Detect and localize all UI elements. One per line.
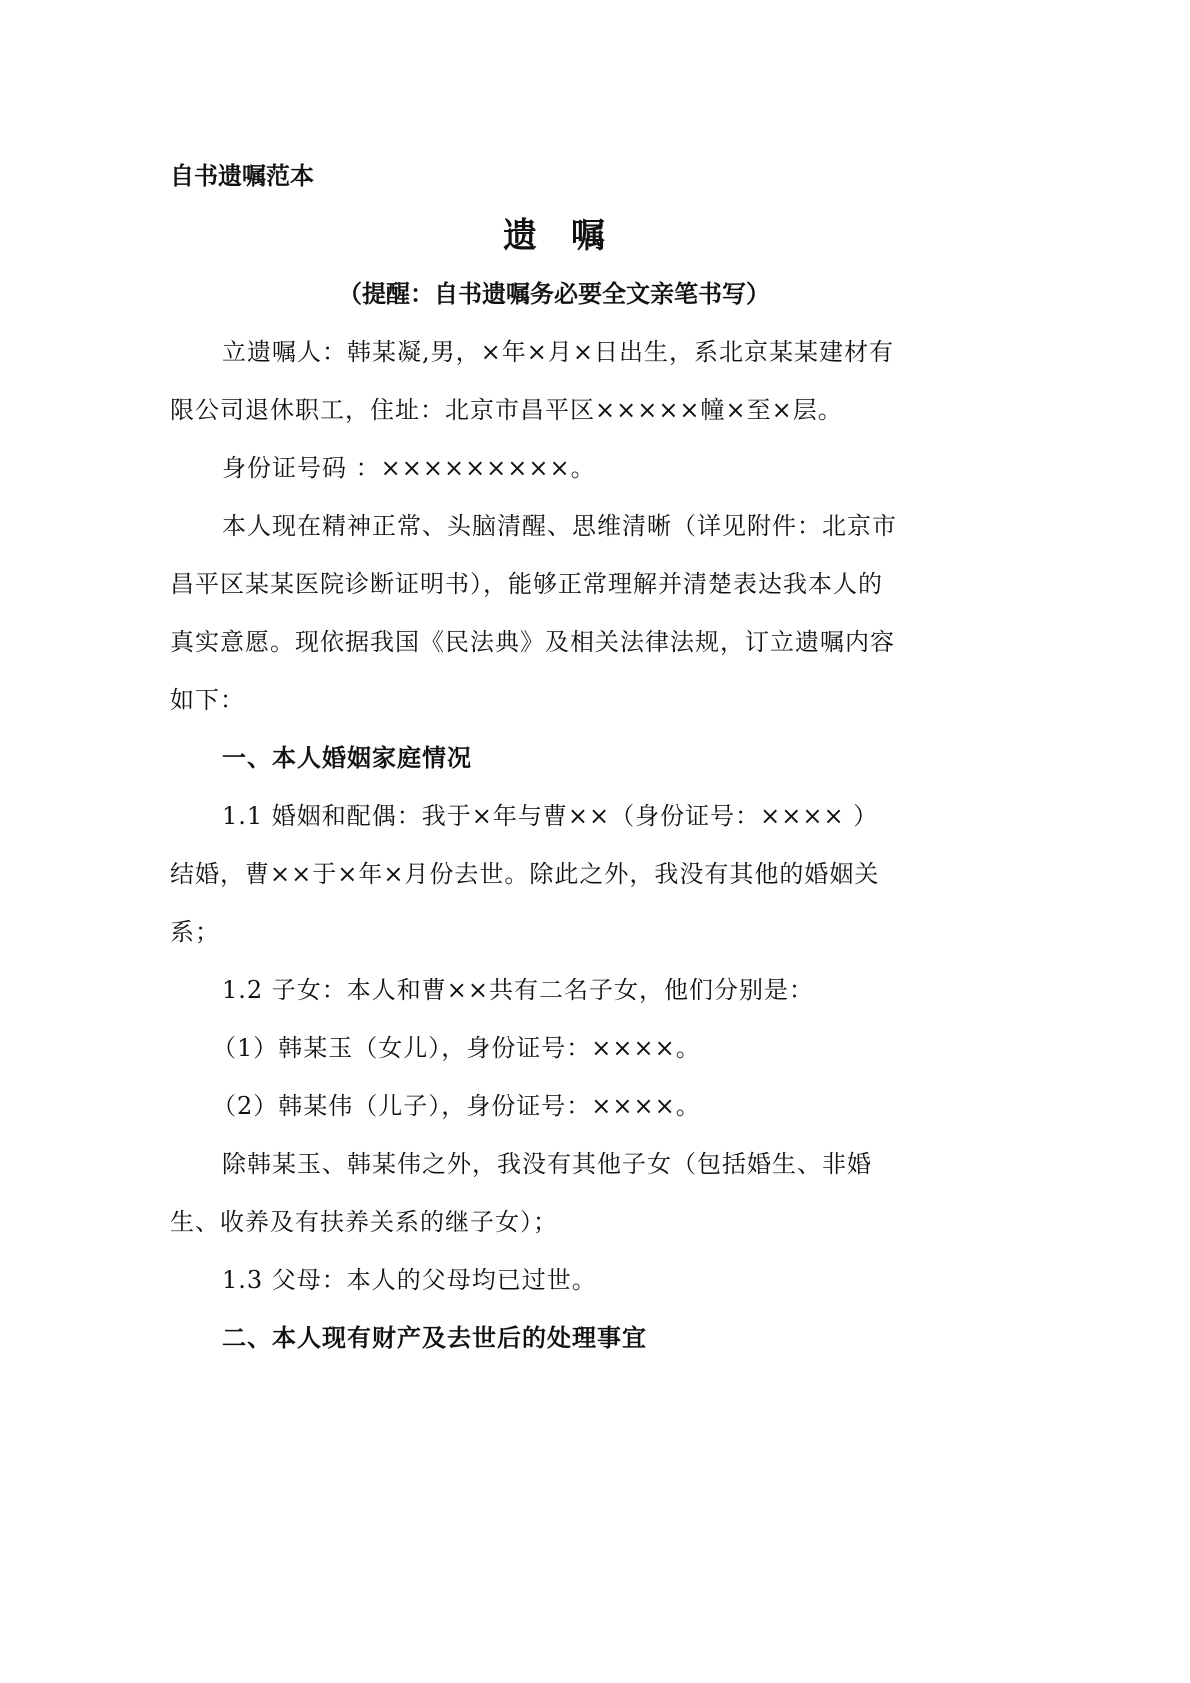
section-1-heading: 一、本人婚姻家庭情况 (222, 744, 472, 772)
id-number-line: 身份证号码 ：×××××××××。 (222, 454, 596, 482)
mental-state-line-4: 如下： (170, 686, 245, 714)
item-1-3: 1.3 父母：本人的父母均已过世。 (222, 1266, 597, 1294)
document-label: 自书遗嘱范本 (170, 162, 314, 190)
title-char-1: 遗 (503, 216, 537, 256)
title-char-2: 嘱 (571, 216, 605, 256)
mental-state-line-2: 昌平区某某医院诊断证明书），能够正常理解并清楚表达我本人的 (170, 570, 883, 598)
child-2: （2）韩某伟（儿子），身份证号：××××。 (212, 1092, 701, 1120)
testator-info-line-2: 限公司退休职工，住址：北京市昌平区×××××幢×至×层。 (170, 396, 843, 424)
children-note-line-2: 生、收养及有扶养关系的继子女）； (170, 1208, 558, 1236)
mental-state-line-1: 本人现在精神正常、头脑清醒、思维清晰（详见附件：北京市 (222, 512, 897, 540)
item-1-2: 1.2 子女：本人和曹××共有二名子女，他们分别是： (222, 976, 815, 1004)
handwriting-reminder: （提醒：自书遗嘱务必要全文亲笔书写） (338, 280, 770, 308)
document-title (0, 216, 1108, 256)
children-note-line-1: 除韩某玉、韩某伟之外，我没有其他子女（包括婚生、非婚 (222, 1150, 872, 1178)
testator-info-line-1: 立遗嘱人：韩某凝,男，×年×月×日出生，系北京某某建材有 (222, 338, 894, 366)
item-1-1-line-3: 系； (170, 918, 220, 946)
section-2-heading: 二、本人现有财产及去世后的处理事宜 (222, 1324, 647, 1352)
mental-state-line-3: 真实意愿。现依据我国《民法典》及相关法律法规，订立遗嘱内容 (170, 628, 895, 656)
item-1-1-line-2: 结婚，曹××于×年×月份去世。除此之外，我没有其他的婚姻关 (170, 860, 880, 888)
item-1-1-line-1: 1.1 婚姻和配偶：我于×年与曹××（身份证号：×××× ） (222, 802, 879, 830)
child-1: （1）韩某玉（女儿），身份证号：××××。 (212, 1034, 701, 1062)
